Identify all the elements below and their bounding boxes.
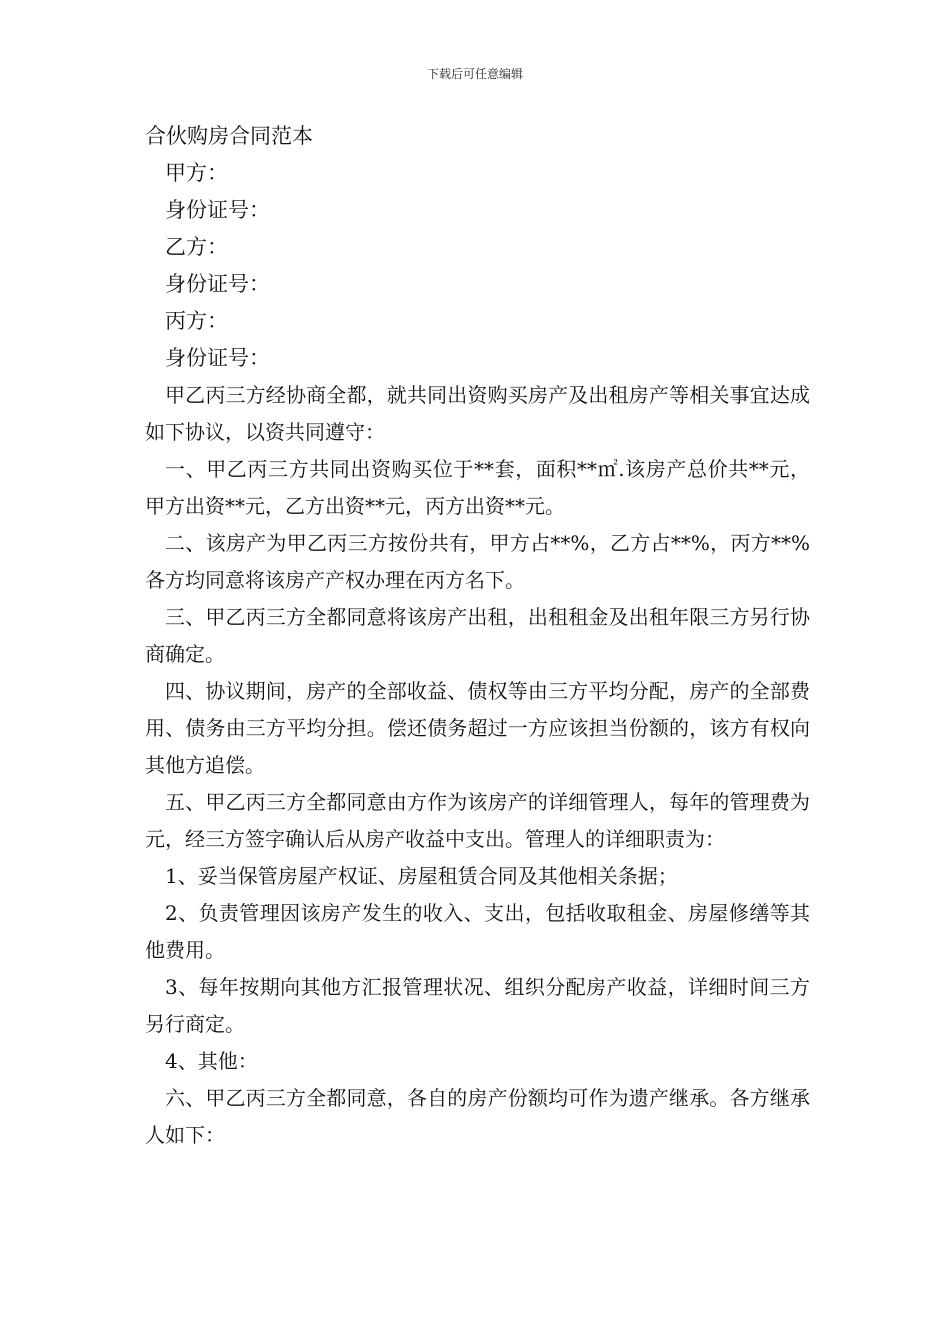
- document-title: 合伙购房合同范本: [145, 124, 313, 148]
- clause-3: 三、甲乙丙三方全都同意将该房产出租，出租租金及出租年限三方另行协商确定。: [145, 605, 810, 666]
- clause-5-item-4: 4、其他：: [165, 1049, 258, 1073]
- party-b-id-field: 身份证号：: [165, 272, 270, 296]
- party-b-field: 乙方：: [165, 235, 228, 259]
- header-note: 下载后可任意编辑: [426, 67, 523, 81]
- party-a-id-field: 身份证号：: [165, 198, 270, 222]
- clause-5-item-3: 3、每年按期向其他方汇报管理状况、组织分配房产收益，详细时间三方另行商定。: [145, 975, 810, 1036]
- clause-2: 二、该房产为甲乙丙三方按份共有，甲方占**%，乙方占**%，丙方**%各方均同意将该房产产权办理在丙方名下。: [145, 531, 810, 592]
- clause-5-item-1: 1、妥当保管房屋产权证、房屋租赁合同及其他相关条据；: [165, 864, 678, 888]
- clause-1: 一、甲乙丙三方共同出资购买位于**套，面积**㎡.该房产总价共**元，甲方出资**元，乙方出资**元，丙方出资**元。: [145, 457, 810, 518]
- clause-4: 四、协议期间，房产的全部收益、债权等由三方平均分配，房产的全部费用、债务由三方平均分担。偿还债务超过一方应该担当份额的，该方有权向其他方追偿。: [145, 679, 810, 777]
- document-body: [145, 118, 810, 1154]
- intro-paragraph: 甲乙丙三方经协商全都，就共同出资购买房产及出租房产等相关事宜达成如下协议，以资共同遵守：: [145, 383, 810, 444]
- party-a-field: 甲方：: [165, 161, 228, 185]
- clause-6: 六、甲乙丙三方全都同意，各自的房产份额均可作为遗产继承。各方继承人如下：: [145, 1086, 810, 1147]
- clause-5: 五、甲乙丙三方全都同意由方作为该房产的详细管理人，每年的管理费为元，经三方签字确认后从房产收益中支出。管理人的详细职责为：: [145, 790, 810, 851]
- clause-5-item-2: 2、负责管理因该房产发生的收入、支出，包括收取租金、房屋修缮等其他费用。: [145, 901, 810, 962]
- party-c-field: 丙方：: [165, 309, 228, 333]
- party-c-id-field: 身份证号：: [165, 346, 270, 370]
